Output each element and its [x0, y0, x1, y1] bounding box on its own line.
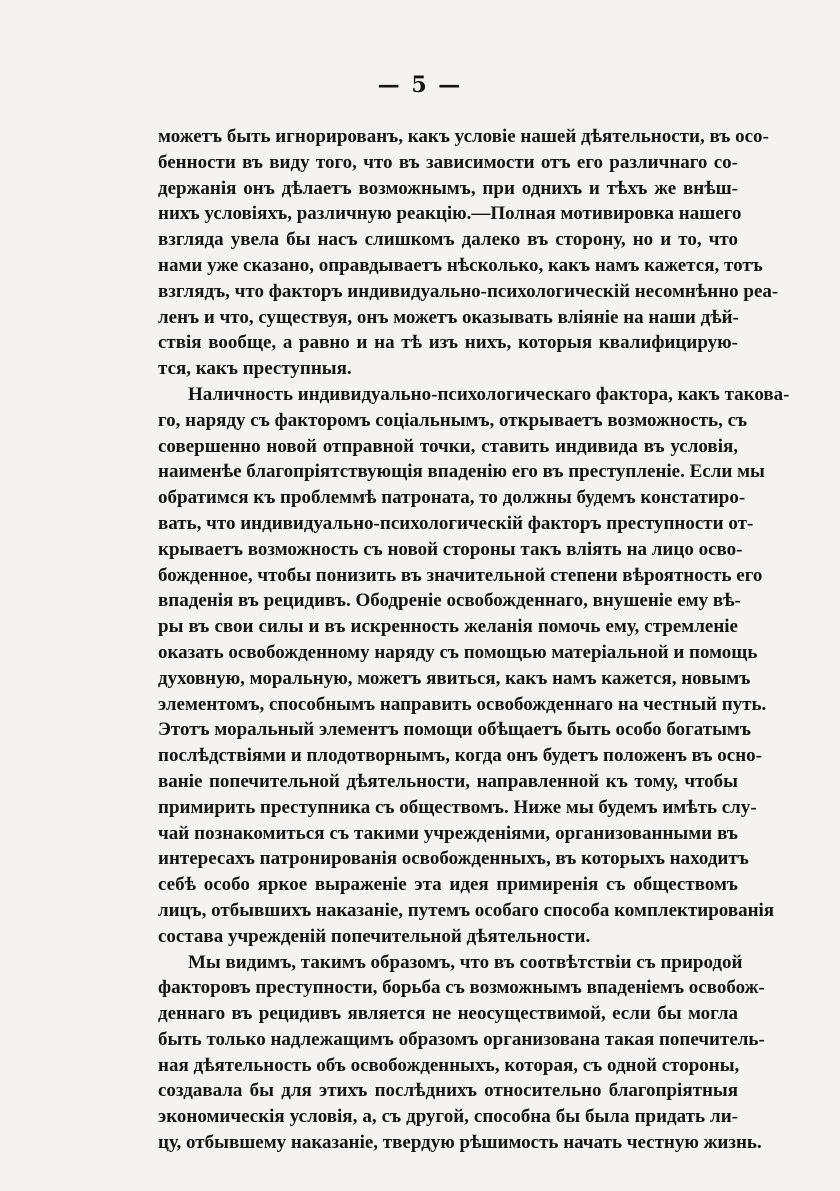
- text-line: послѣдствіями и плодотворнымъ, когда онъ будетъ положенъ въ осно-: [158, 745, 762, 767]
- page-number: — 5 —: [377, 72, 463, 98]
- text-line: взглядъ, что факторъ индивидуально-психологическій несомнѣнно реа-: [158, 280, 779, 302]
- text-line: быть только надлежащимъ образомъ организована такая попечитель-: [158, 1028, 765, 1050]
- paragraph-2: [158, 382, 790, 950]
- text-line: экономическія условія, а, съ другой, способна бы была придать ли-: [158, 1106, 738, 1128]
- text-line: лицъ, отбывшихъ наказаніе, путемъ особаго способа комплектированія: [158, 899, 775, 921]
- text-line: наименѣе благопріятствующія впаденію его въ преступленіе. Если мы: [158, 461, 765, 483]
- text-line: Этотъ моральный элементъ помощи обѣщаетъ быть особо богатымъ: [158, 719, 751, 741]
- text-line: ваніе попечительной дѣятельности, направленной къ тому, чтобы: [158, 770, 738, 792]
- text-line: себѣ особо яркое выраженіе эта идея примиренія съ обществомъ: [158, 874, 738, 896]
- text-line: впаденія въ рецидивъ. Ободреніе освобожденнаго, внушеніе ему вѣ-: [158, 590, 741, 612]
- text-line: факторовъ преступности, борьба съ возможнымъ впаденіемъ освобож-: [158, 977, 765, 999]
- text-line: элементомъ, способнымъ направить освобожденнаго на честный путь.: [158, 693, 767, 715]
- text-line: деннаго въ рецидивъ является не неосуществимой, если бы могла: [158, 1003, 738, 1025]
- text-line: ствія вообще, а равно и на тѣ изъ нихъ, которыя квалифицирую-: [158, 332, 738, 354]
- text-line: можетъ быть игнорированъ, какъ условіе нашей дѣятельности, въ осо-: [158, 126, 769, 147]
- text-line: го, наряду съ факторомъ соціальнымъ, открываетъ возможность, съ: [158, 409, 748, 431]
- text-line: крываетъ возможность съ новой стороны такъ вліять на лицо осво-: [158, 538, 743, 560]
- text-line: Наличность индивидуально-психологическаго фактора, какъ такова-: [188, 383, 790, 405]
- text-line: чай познакомиться съ такими учрежденіями, организованными въ: [158, 822, 738, 844]
- text-line: примирить преступника съ обществомъ. Ниже мы будемъ имѣть слу-: [158, 796, 757, 818]
- paragraph-1: [158, 124, 779, 382]
- text-line: ры въ свои силы и въ искренность желанія помочь ему, стремленіе: [158, 616, 738, 638]
- text-line: интересахъ патронированія освобожденныхъ, въ которыхъ находитъ: [158, 848, 749, 870]
- text-line: тся, какъ преступныя.: [158, 358, 352, 380]
- text-line: оказать освобожденному наряду съ помощью матеріальной и помощь: [158, 641, 758, 663]
- text-line: нами уже сказано, оправдываетъ нѣсколько, какъ намъ кажется, тотъ: [158, 254, 763, 276]
- text-line: вать, что индивидуально-психологическій факторъ преступности от-: [158, 512, 754, 534]
- text-line: взгляда увела бы насъ слишкомъ далеко въ сторону, но и то, что: [158, 229, 738, 251]
- text-line: нихъ условіяхъ, различную реакцію.—Полная мотивировка нашего: [158, 203, 742, 225]
- text-line: совершенно новой отправной точки, ставить индивида въ условія,: [158, 435, 738, 457]
- text-line: цу, отбывшему наказаніе, твердую рѣшимость начать честную жизнь.: [158, 1132, 762, 1154]
- text-line: ленъ и что, существуя, онъ можетъ оказывать вліяніе на наши дѣй-: [158, 306, 739, 328]
- paragraph-3: [158, 950, 765, 1156]
- text-line: божденное, чтобы понизить въ значительной степени вѣроятность его: [158, 564, 763, 586]
- text-line: ная дѣятельность объ освобожденныхъ, которая, съ одной стороны,: [158, 1054, 740, 1076]
- text-line: создавала бы для этихъ послѣднихъ относительно благопріятныя: [158, 1080, 738, 1102]
- text-line: обратимся къ проблеммѣ патроната, то должны будемъ констатиро-: [158, 487, 746, 509]
- text-line: духовную, моральную, можетъ явиться, какъ намъ кажется, новымъ: [158, 667, 751, 689]
- text-line: бенности въ виду того, что въ зависимости отъ его различнаго со-: [158, 151, 738, 173]
- text-line: держанія онъ дѣлаетъ возможнымъ, при однихъ и тѣхъ же внѣш-: [158, 177, 738, 199]
- text-body: [158, 124, 790, 1156]
- text-line: Мы видимъ, такимъ образомъ, что въ соотвѣтствіи съ природой: [188, 951, 743, 973]
- text-line: состава учрежденій попечительной дѣятельности.: [158, 925, 591, 947]
